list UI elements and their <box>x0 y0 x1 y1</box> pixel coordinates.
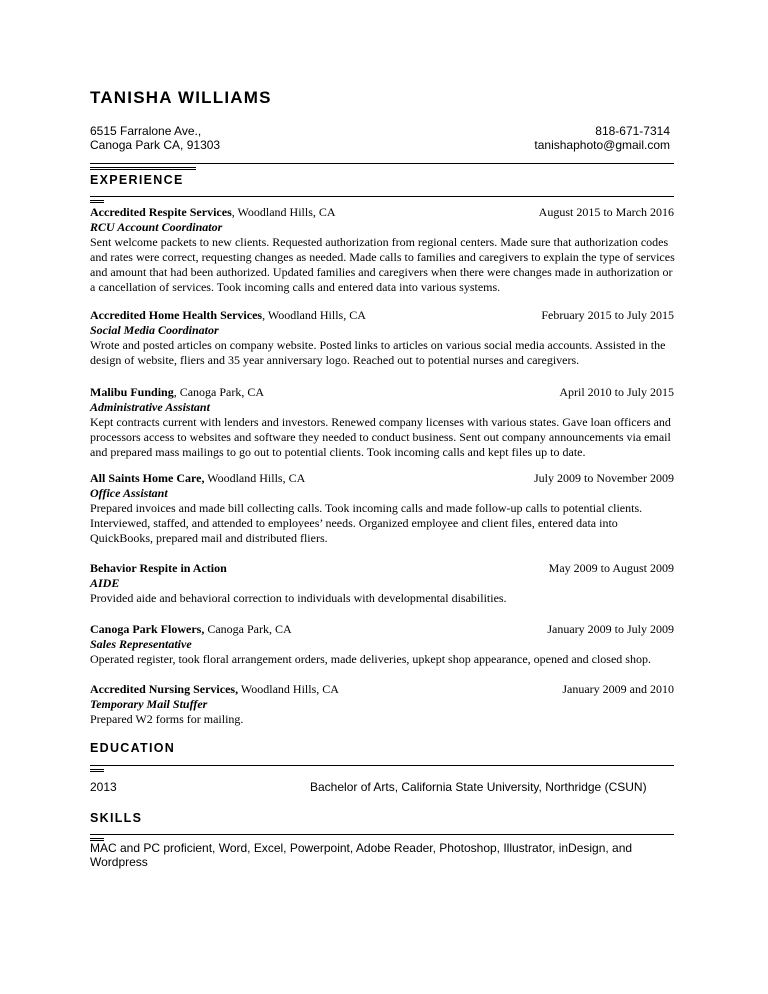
job-entry <box>90 471 680 546</box>
job-location: , Woodland Hills, CA <box>262 308 366 322</box>
address-line-2: Canoga Park CA, 91303 <box>90 138 221 152</box>
job-dates: January 2009 to July 2009 <box>547 622 674 636</box>
job-org: Behavior Respite in Action <box>90 561 227 575</box>
address-line-1: 6515 Farralone Ave., <box>90 124 202 138</box>
job-org: Accredited Nursing Services, <box>90 682 239 696</box>
job-entry <box>90 205 680 295</box>
skills-list: MAC and PC proficient, Word, Excel, Powerpoint, Adobe Reader, Photoshop, Illustrator, inDesign, and Wordpress <box>90 841 633 869</box>
job-title: Office Assistant <box>90 486 168 500</box>
job-org: Accredited Home Health Services <box>90 308 263 322</box>
job-title: Social Media Coordinator <box>90 323 219 337</box>
job-title: Administrative Assistant <box>90 400 210 414</box>
job-entry <box>90 385 680 460</box>
job-entry <box>90 308 680 368</box>
job-dates: February 2015 to July 2015 <box>541 308 674 322</box>
experience-divider-stub <box>90 200 104 201</box>
job-title: Sales Representative <box>90 637 192 651</box>
education-divider <box>90 765 674 766</box>
education-degree: Bachelor of Arts, California State University, Northridge (CSUN) <box>310 780 647 794</box>
contact-row-1 <box>90 124 670 138</box>
experience-divider-stub <box>90 202 104 203</box>
job-org: All Saints Home Care, <box>90 471 205 485</box>
job-entry <box>90 682 680 727</box>
job-entry <box>90 561 680 606</box>
job-location: Canoga Park, CA <box>204 622 292 636</box>
job-title: Temporary Mail Stuffer <box>90 697 208 711</box>
job-dates: April 2010 to July 2015 <box>559 385 674 399</box>
header-divider-stub <box>90 169 196 170</box>
job-dates: August 2015 to March 2016 <box>538 205 674 219</box>
experience-heading: EXPERIENCE <box>90 173 184 187</box>
job-description: Prepared W2 forms for mailing. <box>90 712 244 726</box>
education-heading: EDUCATION <box>90 741 176 755</box>
skills-divider-stub <box>90 838 104 839</box>
job-location: , Woodland Hills, CA <box>231 205 336 219</box>
header-divider-stub <box>90 167 196 168</box>
education-divider-stub <box>90 769 104 770</box>
job-location: Woodland Hills, CA <box>238 682 339 696</box>
job-org: Malibu Funding <box>90 385 174 399</box>
skills-heading: SKILLS <box>90 811 143 825</box>
job-description: Wrote and posted articles on company website. Posted links to articles on various social media accounts. Assisted in the design of website, fliers and 35 year anniversary logo. Reached out to potential nurses and caregivers. <box>90 338 666 367</box>
job-description: Operated register, took floral arrangement orders, made deliveries, upkept shop appearance, opened and closed shop. <box>90 652 651 666</box>
job-description: Prepared invoices and made bill collecting calls. Took incoming calls and made follow-up calls to potential clients. Interviewed, staffed, and attended to employees’ needs. Organized employee and client files, entered data into QuickBooks, prepared mail and distributed fliers. <box>90 501 643 545</box>
job-title: RCU Account Coordinator <box>90 220 223 234</box>
job-org: Accredited Respite Services <box>90 205 232 219</box>
job-dates: May 2009 to August 2009 <box>548 561 674 575</box>
education-divider-stub <box>90 771 104 772</box>
candidate-name: TANISHA WILLIAMS <box>90 88 272 107</box>
header-divider <box>90 163 674 164</box>
experience-divider <box>90 196 674 197</box>
email-address: tanishaphoto@gmail.com <box>534 138 670 152</box>
job-dates: July 2009 to November 2009 <box>534 471 674 485</box>
job-description: Sent welcome packets to new clients. Requested authorization from regional centers. Made sure that authorization codes and rates were correct, requesting changes as needed. Made calls to families and caregivers to explain the type of services and amount that had been authorized. Updated families and caregivers when there were changes made in authorization or a cancellation of services. Took incoming calls and entered data into various systems. <box>90 235 675 294</box>
skills-divider <box>90 834 674 835</box>
job-title: AIDE <box>90 576 120 590</box>
education-year: 2013 <box>90 780 117 794</box>
job-dates: January 2009 and 2010 <box>562 682 674 696</box>
job-org: Canoga Park Flowers, <box>90 622 205 636</box>
job-description: Provided aide and behavioral correction to individuals with developmental disabilities. <box>90 591 507 605</box>
job-description: Kept contracts current with lenders and investors. Renewed company licenses with various states. Gave loan officers and processors access to websites and software they needed to conduct business. Sent out company announcements via email and prepared mass mailings to go out to potential clients. Took incoming calls and kept files up to date. <box>90 415 671 459</box>
contact-row-2 <box>90 138 670 152</box>
job-entry <box>90 622 680 667</box>
job-location: , Canoga Park, CA <box>173 385 265 399</box>
job-location: Woodland Hills, CA <box>204 471 306 485</box>
phone-number: 818-671-7314 <box>595 124 670 138</box>
